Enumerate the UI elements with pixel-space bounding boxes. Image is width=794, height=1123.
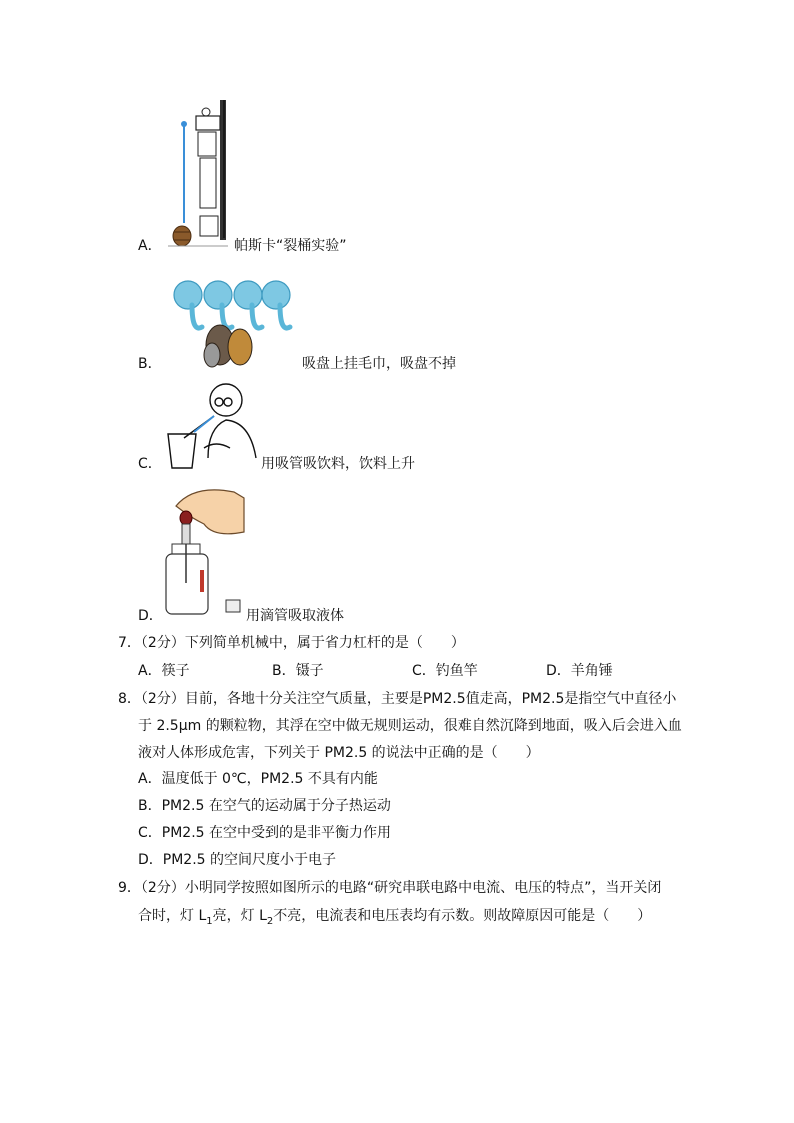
- q8-stem-line-2: 于 2.5μm 的颗粒物，其浮在空中做无规则运动，很难自然沉降到地面，吸入后会进入血: [138, 718, 682, 734]
- q9-stem-line-1: 9．（2分）小明同学按照如图所示的电路“研究串联电路中电流、电压的特点”，当开关闭: [118, 880, 662, 896]
- straw-drinking-icon: [164, 378, 262, 472]
- q6-option-d-letter: D．: [138, 608, 163, 624]
- q6-option-a-letter: A．: [138, 238, 162, 254]
- q8-option-c: C．PM2.5 在空中受到的是非平衡力作用: [138, 825, 392, 841]
- suction-hooks-icon: [170, 275, 295, 370]
- dropper-bottle-icon: [164, 478, 246, 618]
- q8-option-b: B．PM2.5 在空气的运动属于分子热运动: [138, 798, 391, 814]
- q6-option-b-letter: B．: [138, 356, 162, 372]
- q7-option-d: D．羊角锤: [546, 663, 613, 679]
- q8-option-d: D．PM2.5 的空间尺度小于电子: [138, 852, 337, 868]
- q7-stem: 7．（2分）下列简单机械中，属于省力杠杆的是（ ）: [118, 635, 465, 651]
- q7-option-b: B．镊子: [272, 663, 324, 679]
- q6-option-a-caption: 帕斯卡“裂桶实验”: [234, 238, 347, 254]
- q8-stem-line-1: 8．（2分）目前，各地十分关注空气质量，主要是PM2.5值走高，PM2.5是指空气中直径小: [118, 691, 677, 707]
- q6-option-b-caption: 吸盘上挂毛巾，吸盘不掉: [302, 356, 456, 372]
- q6-option-c-caption: 用吸管吸饮料，饮料上升: [261, 456, 415, 472]
- q8-stem-line-3: 液对人体形成危害，下列关于 PM2.5 的说法中正确的是（ ）: [138, 745, 540, 761]
- q7-option-c: C．钓鱼竿: [412, 663, 478, 679]
- pascal-barrel-icon: [168, 98, 236, 248]
- q9-stem-line-2: 合时，灯 $L_1$亮，灯 $L_2$不亮，电流表和电压表均有示数。则故障原因可能是（ ）: [138, 908, 652, 927]
- q6-option-d-caption: 用滴管吸取液体: [246, 608, 344, 624]
- q7-option-a: A．筷子: [138, 663, 190, 679]
- q8-option-a: A．温度低于 0℃，PM2.5 不具有内能: [138, 771, 378, 787]
- q6-option-c-letter: C．: [138, 456, 162, 472]
